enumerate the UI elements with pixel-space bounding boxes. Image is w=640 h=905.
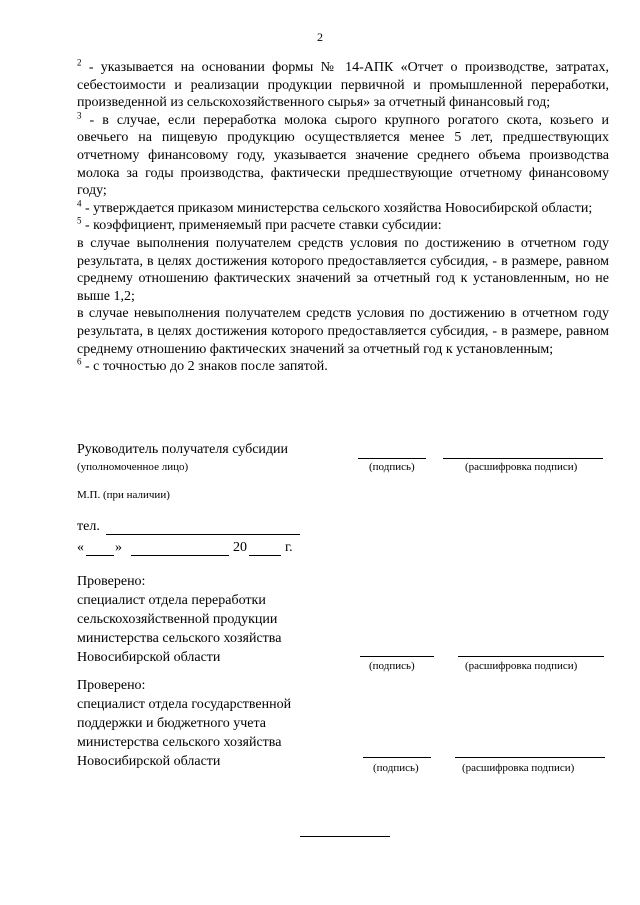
footnote-5-case-2: в случае невыполнения получателем средств условия по достижению в отчетном году результата, в целях достижения которого предоставляется субсидия, - в размере, равном среднему отношению фактических значений за отчетный год к установленным; xyxy=(77,306,609,357)
decode-line xyxy=(458,656,604,657)
head-title: Руководитель получателя субсидии xyxy=(77,442,289,457)
signature-line xyxy=(358,458,426,459)
signature-line xyxy=(363,757,431,758)
check-2-line: поддержки и бюджетного учета xyxy=(77,716,266,731)
decode-caption: (расшифровка подписи) xyxy=(465,461,578,473)
decode-line xyxy=(443,458,603,459)
decode-caption: (расшифровка подписи) xyxy=(465,660,578,672)
footnote-text: - в случае, если переработка молока сырого крупного рогатого скота, козьего и овечьего на пищевую продукцию осуществляется менее 5 лет, предшествующих отчетному финансовому году, указывается значение среднего объема производства молока за годы производства, фактически предшествующие отчетному финансовому году; xyxy=(77,112,609,199)
footnote-4 xyxy=(77,200,609,218)
page-number: 2 xyxy=(317,30,323,44)
footnote-2 xyxy=(77,59,609,112)
check-1-line: министерства сельского хозяйства xyxy=(77,631,282,646)
check-1-label: Проверено: xyxy=(77,574,146,589)
signature-caption: (подпись) xyxy=(373,762,419,774)
date-day-line xyxy=(86,555,114,556)
footnote-mark: 4 xyxy=(77,198,82,209)
footnote-5 xyxy=(77,217,609,235)
footnote-mark: 3 xyxy=(77,110,82,121)
date-year-line xyxy=(249,555,281,556)
decode-line xyxy=(455,757,605,758)
check-1-line: сельскохозяйственной продукции xyxy=(77,612,278,627)
date-year-suffix: г. xyxy=(285,540,293,555)
footnote-text: - указывается на основании формы № 14-АПК «Отчет о производстве, затратах, себестоимости и реализации продукции первичной и промышленной переработки, произведенной из сельскохозяйственного сырья» за отчетный финансовый год; xyxy=(77,60,609,111)
stamp-note: М.П. (при наличии) xyxy=(77,489,170,501)
check-1-line: Новосибирской области xyxy=(77,650,221,665)
signature-line xyxy=(360,656,434,657)
check-2-line: специалист отдела государственной xyxy=(77,697,292,712)
date-open-quote: « xyxy=(77,540,84,555)
footnote-text: - коэффициент, применяемый при расчете ставки субсидии: xyxy=(81,218,442,234)
footnote-text: - с точностью до 2 знаков после запятой. xyxy=(81,359,328,375)
check-2-line: министерства сельского хозяйства xyxy=(77,735,282,750)
date-month-line xyxy=(131,555,229,556)
check-1-line: специалист отдела переработки xyxy=(77,593,266,608)
check-2-label: Проверено: xyxy=(77,678,146,693)
phone-label: тел. xyxy=(77,519,100,534)
footnote-6 xyxy=(77,358,609,376)
footnote-5-case-1: в случае выполнения получателем средств условия по достижению в отчетном году результата, в целях достижения которого предоставляется субсидия, - в размере, равном среднему отношению фактических значений за отчетный год к установленным, но не выше 1,2; xyxy=(77,235,609,304)
footnote-mark: 5 xyxy=(77,215,82,226)
footnotes xyxy=(77,59,609,376)
signature-caption: (подпись) xyxy=(369,461,415,473)
decode-caption: (расшифровка подписи) xyxy=(462,762,575,774)
check-2-line: Новосибирской области xyxy=(77,754,221,769)
footnote-mark: 2 xyxy=(77,57,82,68)
head-subtitle: (уполномоченное лицо) xyxy=(77,461,189,473)
date-year-prefix: 20 xyxy=(233,540,247,555)
signature-caption: (подпись) xyxy=(369,660,415,672)
footnote-text: - утверждается приказом министерства сельского хозяйства Новосибирской области; xyxy=(81,200,593,216)
footnote-3 xyxy=(77,112,609,200)
phone-line xyxy=(106,534,300,535)
footnote-mark: 6 xyxy=(77,356,82,367)
date-close-quote: » xyxy=(115,540,122,555)
closing-rule xyxy=(300,836,390,837)
